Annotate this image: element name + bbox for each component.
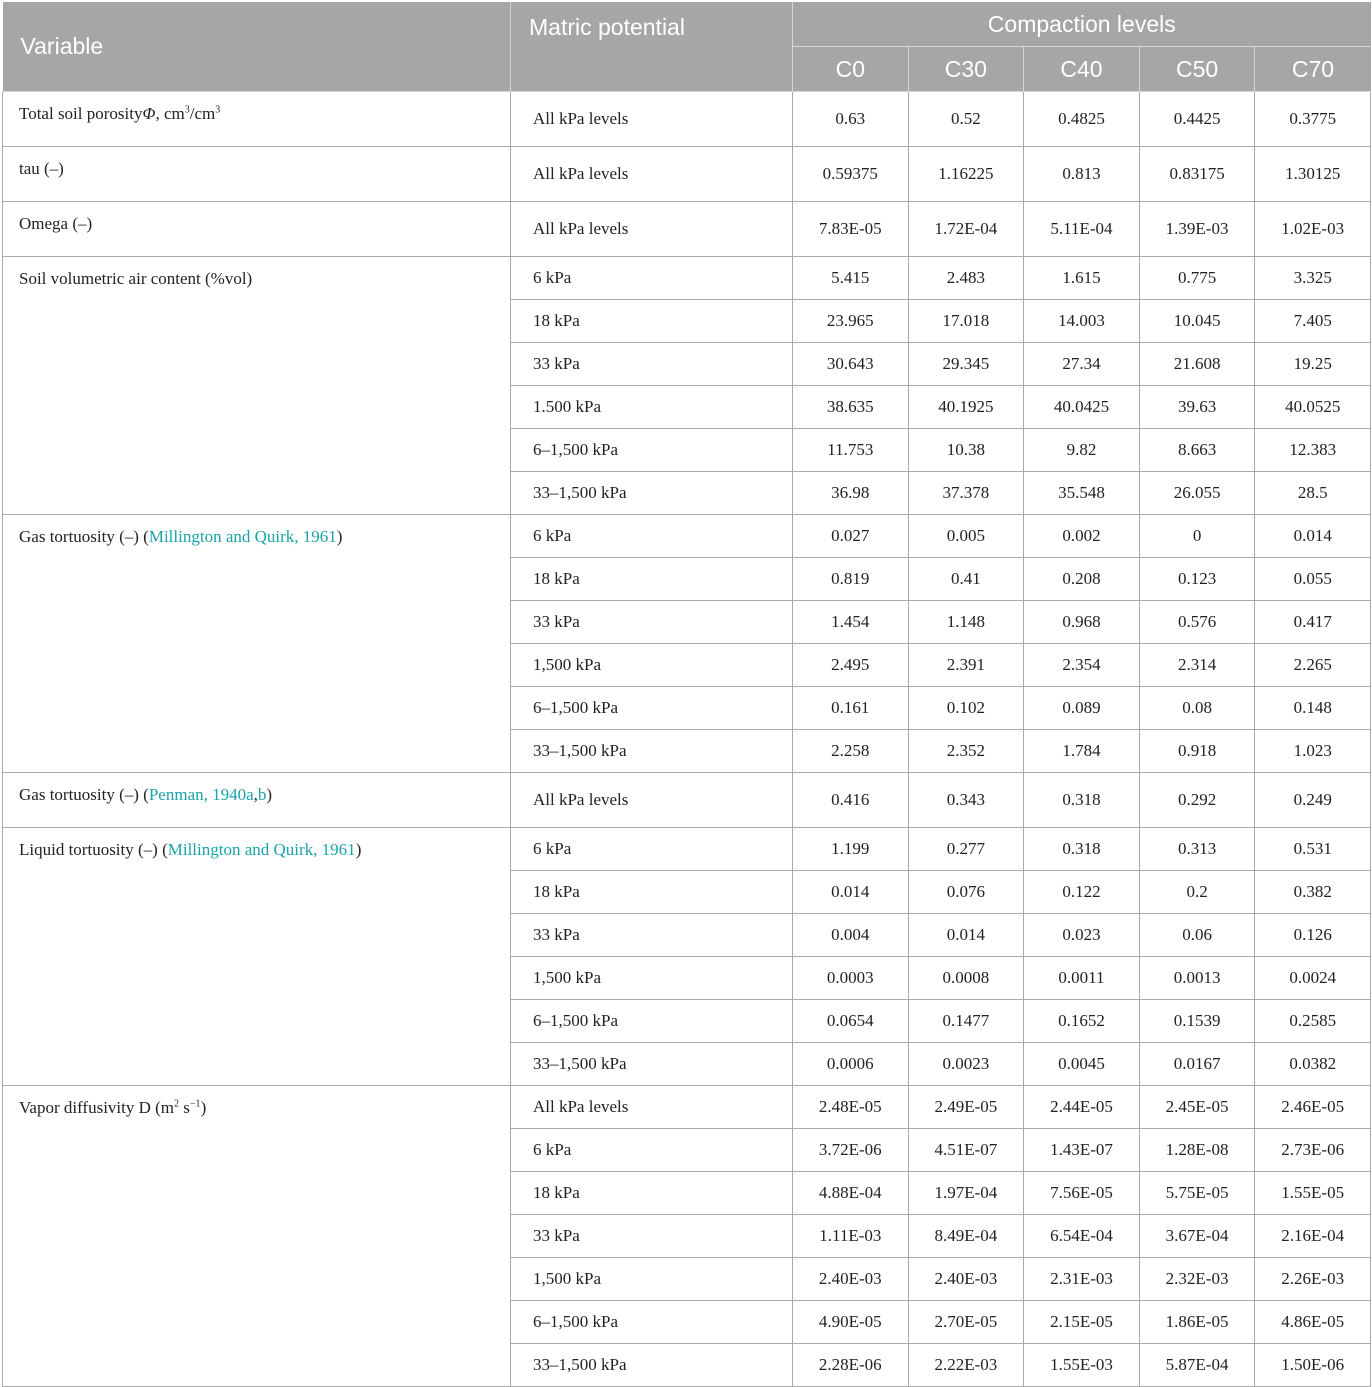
matric-potential-cell: 6 kPa [511, 515, 793, 558]
value-cell-c50: 0.775 [1139, 257, 1255, 300]
variable-label: Total soil porosity [19, 104, 143, 123]
matric-potential-cell: 18 kPa [511, 300, 793, 343]
value-cell-c0: 0.014 [793, 871, 909, 914]
value-cell-c40: 0.318 [1024, 773, 1140, 828]
value-cell-c30: 2.70E-05 [908, 1301, 1024, 1344]
value-cell-c30: 0.1477 [908, 1000, 1024, 1043]
value-cell-c70: 2.16E-04 [1255, 1215, 1371, 1258]
value-cell-c70: 2.46E-05 [1255, 1086, 1371, 1129]
value-cell-c40: 1.784 [1024, 730, 1140, 773]
variable-symbol: Φ [142, 104, 156, 123]
value-cell-c70: 4.86E-05 [1255, 1301, 1371, 1344]
header-level: C30 [908, 47, 1024, 92]
value-cell-c50: 0.292 [1139, 773, 1255, 828]
value-cell-c30: 37.378 [908, 472, 1024, 515]
variable-label: Liquid tortuosity (–) ( [19, 840, 168, 859]
value-cell-c0: 0.004 [793, 914, 909, 957]
value-cell-c30: 0.0008 [908, 957, 1024, 1000]
value-cell-c50: 3.67E-04 [1139, 1215, 1255, 1258]
value-cell-c0: 2.258 [793, 730, 909, 773]
value-cell-c0: 0.161 [793, 687, 909, 730]
value-cell-c40: 0.208 [1024, 558, 1140, 601]
value-cell-c30: 1.16225 [908, 147, 1024, 202]
matric-potential-cell: All kPa levels [511, 773, 793, 828]
value-cell-c0: 0.0006 [793, 1043, 909, 1086]
value-cell-c30: 0.076 [908, 871, 1024, 914]
value-cell-c70: 1.02E-03 [1255, 202, 1371, 257]
value-cell-c50: 0.918 [1139, 730, 1255, 773]
value-cell-c50: 1.28E-08 [1139, 1129, 1255, 1172]
value-cell-c30: 2.352 [908, 730, 1024, 773]
value-cell-c70: 0.2585 [1255, 1000, 1371, 1043]
value-cell-c30: 0.277 [908, 828, 1024, 871]
value-cell-c40: 9.82 [1024, 429, 1140, 472]
value-cell-c30: 0.005 [908, 515, 1024, 558]
value-cell-c50: 39.63 [1139, 386, 1255, 429]
value-cell-c0: 0.027 [793, 515, 909, 558]
citation-link[interactable]: Penman, 1940a [148, 785, 254, 804]
value-cell-c30: 2.22E-03 [908, 1344, 1024, 1387]
value-cell-c50: 0.06 [1139, 914, 1255, 957]
variable-unit: , cm [155, 104, 185, 123]
value-cell-c0: 5.415 [793, 257, 909, 300]
value-cell-c0: 0.0003 [793, 957, 909, 1000]
header-row [3, 2, 1371, 47]
value-cell-c0: 4.90E-05 [793, 1301, 909, 1344]
value-cell-c30: 4.51E-07 [908, 1129, 1024, 1172]
variable-cell [3, 828, 511, 1086]
value-cell-c50: 0.576 [1139, 601, 1255, 644]
value-cell-c30: 1.148 [908, 601, 1024, 644]
variable-label: Gas tortuosity (–) ( [19, 785, 149, 804]
citation-link[interactable]: b [257, 785, 267, 804]
value-cell-c40: 1.55E-03 [1024, 1344, 1140, 1387]
value-cell-c30: 0.0023 [908, 1043, 1024, 1086]
unit-superscript: 3 [215, 104, 221, 116]
value-cell-c0: 0.59375 [793, 147, 909, 202]
value-cell-c40: 27.34 [1024, 343, 1140, 386]
variable-cell [3, 92, 511, 147]
value-cell-c70: 1.55E-05 [1255, 1172, 1371, 1215]
value-cell-c30: 0.014 [908, 914, 1024, 957]
value-cell-c70: 0.3775 [1255, 92, 1371, 147]
value-cell-c50: 0.123 [1139, 558, 1255, 601]
matric-potential-cell: 6 kPa [511, 828, 793, 871]
variable-cell [3, 257, 511, 515]
header-level: C50 [1139, 47, 1255, 92]
value-cell-c30: 2.49E-05 [908, 1086, 1024, 1129]
value-cell-c40: 0.318 [1024, 828, 1140, 871]
value-cell-c0: 2.48E-05 [793, 1086, 909, 1129]
value-cell-c30: 0.102 [908, 687, 1024, 730]
value-cell-c0: 38.635 [793, 386, 909, 429]
value-cell-c40: 0.1652 [1024, 1000, 1140, 1043]
matric-potential-cell: 18 kPa [511, 558, 793, 601]
matric-potential-cell: All kPa levels [511, 202, 793, 257]
matric-potential-cell: 33–1,500 kPa [511, 1344, 793, 1387]
value-cell-c70: 0.0024 [1255, 957, 1371, 1000]
value-cell-c50: 5.87E-04 [1139, 1344, 1255, 1387]
matric-potential-cell: 6 kPa [511, 257, 793, 300]
variable-label: Gas tortuosity (–) ( [19, 527, 149, 546]
value-cell-c30: 10.38 [908, 429, 1024, 472]
value-cell-c0: 2.40E-03 [793, 1258, 909, 1301]
value-cell-c70: 2.265 [1255, 644, 1371, 687]
value-cell-c40: 0.968 [1024, 601, 1140, 644]
table-row [3, 828, 1371, 871]
value-cell-c40: 2.44E-05 [1024, 1086, 1140, 1129]
variable-cell [3, 515, 511, 773]
matric-potential-cell: 18 kPa [511, 1172, 793, 1215]
table-row [3, 1086, 1371, 1129]
value-cell-c70: 40.0525 [1255, 386, 1371, 429]
value-cell-c70: 2.73E-06 [1255, 1129, 1371, 1172]
matric-potential-cell: 33 kPa [511, 343, 793, 386]
value-cell-c40: 35.548 [1024, 472, 1140, 515]
value-cell-c40: 0.0045 [1024, 1043, 1140, 1086]
variable-unit: /cm [189, 104, 216, 123]
matric-potential-cell: 1,500 kPa [511, 957, 793, 1000]
variable-label-end: ) [336, 527, 343, 546]
value-cell-c70: 1.023 [1255, 730, 1371, 773]
table-row [3, 147, 1371, 202]
matric-potential-cell: 6–1,500 kPa [511, 1000, 793, 1043]
unit-superscript: −1 [189, 1098, 201, 1110]
value-cell-c0: 4.88E-04 [793, 1172, 909, 1215]
value-cell-c50: 26.055 [1139, 472, 1255, 515]
value-cell-c70: 0.014 [1255, 515, 1371, 558]
value-cell-c50: 0.1539 [1139, 1000, 1255, 1043]
value-cell-c70: 0.126 [1255, 914, 1371, 957]
value-cell-c0: 1.454 [793, 601, 909, 644]
matric-potential-cell: 1,500 kPa [511, 644, 793, 687]
citation-separator: , [253, 785, 258, 804]
value-cell-c0: 1.11E-03 [793, 1215, 909, 1258]
value-cell-c0: 1.199 [793, 828, 909, 871]
value-cell-c70: 0.417 [1255, 601, 1371, 644]
value-cell-c40: 1.43E-07 [1024, 1129, 1140, 1172]
matric-potential-cell: 33–1,500 kPa [511, 1043, 793, 1086]
variable-cell [3, 202, 511, 257]
value-cell-c50: 2.32E-03 [1139, 1258, 1255, 1301]
value-cell-c40: 2.31E-03 [1024, 1258, 1140, 1301]
value-cell-c0: 11.753 [793, 429, 909, 472]
table-body [3, 92, 1371, 1387]
value-cell-c40: 0.0011 [1024, 957, 1140, 1000]
header-variable: Variable [3, 2, 511, 92]
value-cell-c50: 8.663 [1139, 429, 1255, 472]
header-matric-potential: Matric potential [511, 2, 793, 92]
value-cell-c40: 0.089 [1024, 687, 1140, 730]
value-cell-c30: 2.391 [908, 644, 1024, 687]
value-cell-c50: 0.08 [1139, 687, 1255, 730]
value-cell-c50: 2.314 [1139, 644, 1255, 687]
value-cell-c30: 0.41 [908, 558, 1024, 601]
variable-label-end: ) [355, 840, 362, 859]
value-cell-c30: 1.72E-04 [908, 202, 1024, 257]
variable-label-end: ) [200, 1098, 207, 1117]
unit-superscript: 2 [174, 1098, 180, 1110]
value-cell-c40: 2.15E-05 [1024, 1301, 1140, 1344]
value-cell-c50: 0 [1139, 515, 1255, 558]
data-table [2, 2, 1371, 1387]
value-cell-c30: 8.49E-04 [908, 1215, 1024, 1258]
value-cell-c30: 17.018 [908, 300, 1024, 343]
value-cell-c50: 0.313 [1139, 828, 1255, 871]
value-cell-c50: 0.2 [1139, 871, 1255, 914]
matric-potential-cell: 33 kPa [511, 914, 793, 957]
value-cell-c70: 0.531 [1255, 828, 1371, 871]
variable-cell [3, 147, 511, 202]
matric-potential-cell: 33 kPa [511, 601, 793, 644]
value-cell-c50: 0.0013 [1139, 957, 1255, 1000]
matric-potential-cell: 6–1,500 kPa [511, 429, 793, 472]
value-cell-c40: 6.54E-04 [1024, 1215, 1140, 1258]
value-cell-c70: 0.382 [1255, 871, 1371, 914]
value-cell-c40: 5.11E-04 [1024, 202, 1140, 257]
value-cell-c40: 1.615 [1024, 257, 1140, 300]
value-cell-c0: 0.63 [793, 92, 909, 147]
value-cell-c0: 2.28E-06 [793, 1344, 909, 1387]
variable-cell [3, 773, 511, 828]
value-cell-c50: 1.86E-05 [1139, 1301, 1255, 1344]
matric-potential-cell: 1.500 kPa [511, 386, 793, 429]
value-cell-c50: 5.75E-05 [1139, 1172, 1255, 1215]
unit-superscript: 3 [184, 104, 190, 116]
value-cell-c70: 7.405 [1255, 300, 1371, 343]
header-level: C70 [1255, 47, 1371, 92]
table-row [3, 773, 1371, 828]
value-cell-c0: 0.0654 [793, 1000, 909, 1043]
value-cell-c40: 0.122 [1024, 871, 1140, 914]
value-cell-c70: 28.5 [1255, 472, 1371, 515]
value-cell-c40: 14.003 [1024, 300, 1140, 343]
value-cell-c40: 0.023 [1024, 914, 1140, 957]
value-cell-c50: 2.45E-05 [1139, 1086, 1255, 1129]
value-cell-c70: 3.325 [1255, 257, 1371, 300]
value-cell-c70: 0.249 [1255, 773, 1371, 828]
value-cell-c30: 0.343 [908, 773, 1024, 828]
value-cell-c0: 30.643 [793, 343, 909, 386]
value-cell-c50: 21.608 [1139, 343, 1255, 386]
matric-potential-cell: 6 kPa [511, 1129, 793, 1172]
matric-potential-cell: All kPa levels [511, 92, 793, 147]
table-row [3, 515, 1371, 558]
value-cell-c50: 0.0167 [1139, 1043, 1255, 1086]
matric-potential-cell: 6–1,500 kPa [511, 1301, 793, 1344]
matric-potential-cell: 18 kPa [511, 871, 793, 914]
matric-potential-cell: 1,500 kPa [511, 1258, 793, 1301]
variable-label: Soil volumetric air content (%vol) [19, 269, 253, 288]
table-row [3, 257, 1371, 300]
value-cell-c70: 2.26E-03 [1255, 1258, 1371, 1301]
table-row [3, 202, 1371, 257]
value-cell-c40: 0.4825 [1024, 92, 1140, 147]
variable-label: Omega (–) [19, 214, 93, 233]
value-cell-c30: 2.40E-03 [908, 1258, 1024, 1301]
value-cell-c30: 29.345 [908, 343, 1024, 386]
header-compaction-levels: Compaction levels [793, 2, 1371, 47]
value-cell-c0: 36.98 [793, 472, 909, 515]
value-cell-c50: 10.045 [1139, 300, 1255, 343]
value-cell-c30: 40.1925 [908, 386, 1024, 429]
citation-link[interactable]: Millington and Quirk, 1961 [167, 840, 356, 859]
value-cell-c70: 0.0382 [1255, 1043, 1371, 1086]
matric-potential-cell: 33–1,500 kPa [511, 730, 793, 773]
matric-potential-cell: 33–1,500 kPa [511, 472, 793, 515]
value-cell-c0: 0.819 [793, 558, 909, 601]
value-cell-c70: 19.25 [1255, 343, 1371, 386]
value-cell-c70: 0.055 [1255, 558, 1371, 601]
value-cell-c40: 2.354 [1024, 644, 1140, 687]
matric-potential-cell: All kPa levels [511, 147, 793, 202]
value-cell-c50: 0.83175 [1139, 147, 1255, 202]
value-cell-c30: 0.52 [908, 92, 1024, 147]
variable-unit: s [179, 1098, 190, 1117]
value-cell-c70: 1.50E-06 [1255, 1344, 1371, 1387]
value-cell-c0: 0.416 [793, 773, 909, 828]
value-cell-c0: 23.965 [793, 300, 909, 343]
value-cell-c40: 40.0425 [1024, 386, 1140, 429]
citation-link[interactable]: Millington and Quirk, 1961 [148, 527, 337, 546]
variable-cell [3, 1086, 511, 1387]
value-cell-c50: 1.39E-03 [1139, 202, 1255, 257]
table-header [3, 2, 1371, 92]
value-cell-c40: 7.56E-05 [1024, 1172, 1140, 1215]
value-cell-c0: 2.495 [793, 644, 909, 687]
matric-potential-cell: 6–1,500 kPa [511, 687, 793, 730]
variable-label-end: ) [266, 785, 273, 804]
value-cell-c40: 0.002 [1024, 515, 1140, 558]
variable-label: tau (–) [19, 159, 64, 178]
value-cell-c70: 0.148 [1255, 687, 1371, 730]
value-cell-c0: 3.72E-06 [793, 1129, 909, 1172]
value-cell-c30: 2.483 [908, 257, 1024, 300]
value-cell-c70: 1.30125 [1255, 147, 1371, 202]
value-cell-c70: 12.383 [1255, 429, 1371, 472]
value-cell-c30: 1.97E-04 [908, 1172, 1024, 1215]
value-cell-c0: 7.83E-05 [793, 202, 909, 257]
header-level: C0 [793, 47, 909, 92]
value-cell-c40: 0.813 [1024, 147, 1140, 202]
table-row [3, 92, 1371, 147]
matric-potential-cell: 33 kPa [511, 1215, 793, 1258]
value-cell-c50: 0.4425 [1139, 92, 1255, 147]
header-level: C40 [1024, 47, 1140, 92]
variable-label: Vapor diffusivity D (m [19, 1098, 175, 1117]
matric-potential-cell: All kPa levels [511, 1086, 793, 1129]
